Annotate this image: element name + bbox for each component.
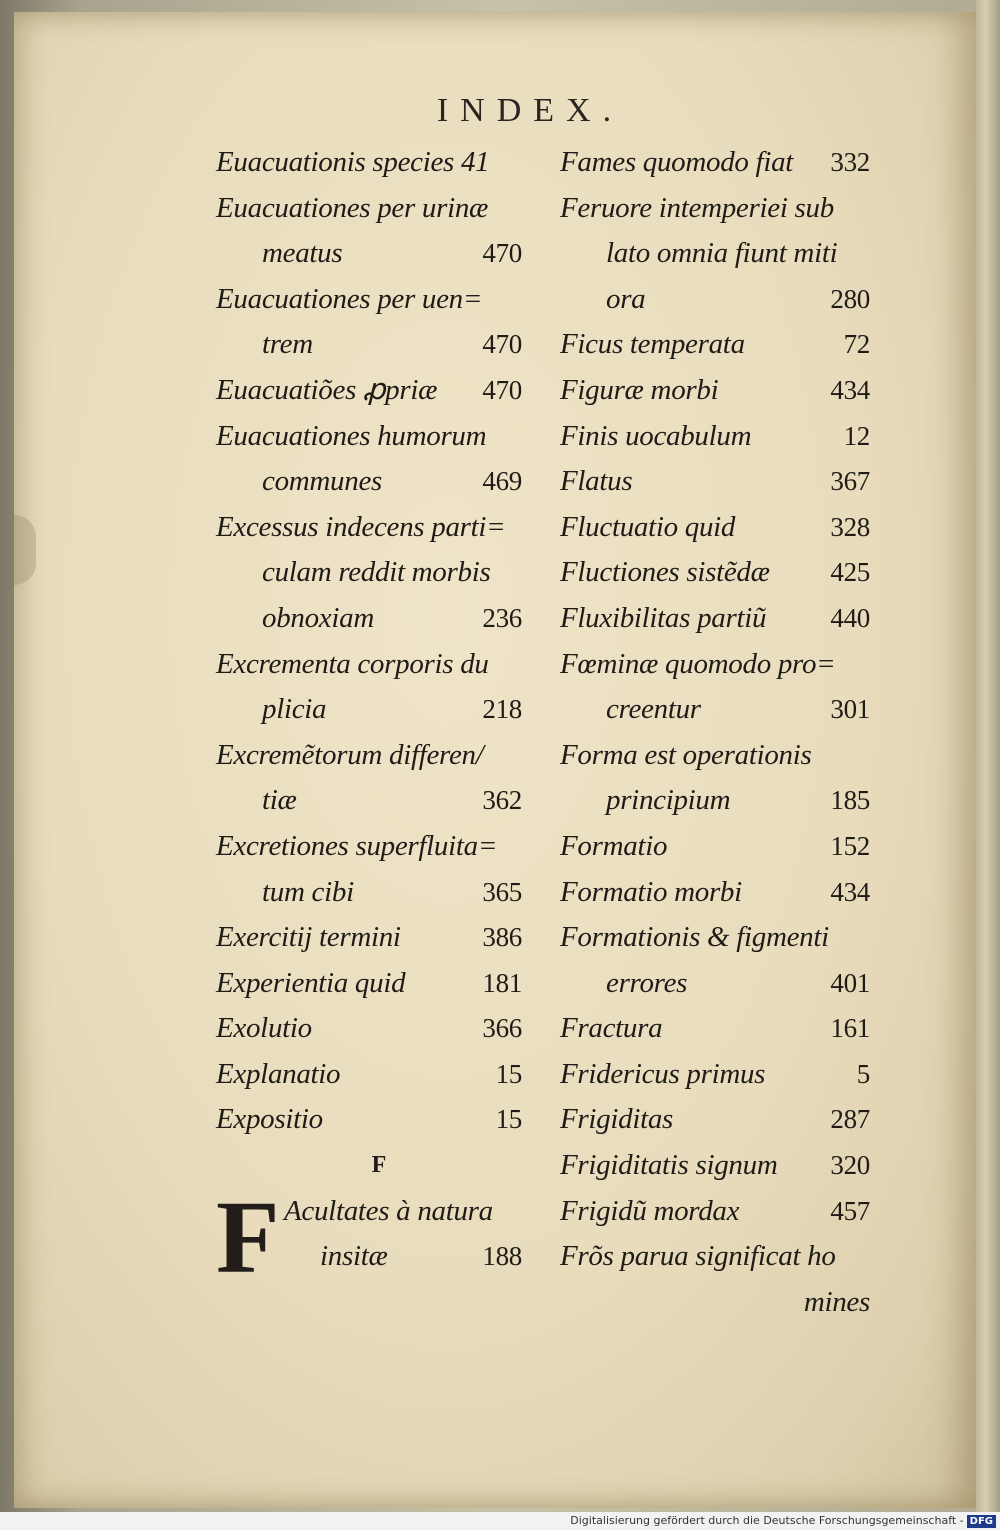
index-entry-text: Euacuatiões ꝓpriæ xyxy=(216,373,438,406)
index-page-number: 365 xyxy=(482,876,522,907)
index-entry-text: Experientia quid xyxy=(216,966,406,999)
index-entry xyxy=(560,322,870,368)
index-entry-text: Forma est operationis xyxy=(560,738,812,771)
index-entry-text: Fractura xyxy=(560,1012,663,1045)
page-header: INDEX. xyxy=(436,92,624,129)
index-page-number: 469 xyxy=(482,466,522,497)
index-entry-text: Exolutio xyxy=(216,1012,312,1045)
index-entry xyxy=(216,505,522,551)
index-entry-text: Frigidũ mordax xyxy=(560,1194,740,1227)
index-entry-text: Explanatio xyxy=(216,1057,341,1090)
index-column-left xyxy=(216,140,522,1295)
index-entry xyxy=(216,642,522,688)
index-page-number: 188 xyxy=(482,1241,522,1272)
footer-credit xyxy=(0,1512,1000,1530)
index-entry xyxy=(560,687,870,733)
index-entry-text: Feruore intemperiei sub xyxy=(560,191,834,224)
index-page-number: 320 xyxy=(830,1150,870,1181)
index-entry xyxy=(560,140,870,186)
index-page-number: 332 xyxy=(830,147,870,177)
index-entry-text: Excretiones superfluita= xyxy=(216,829,498,862)
index-entry-text: Formatio xyxy=(560,829,668,862)
dfg-logo-badge: DFG xyxy=(967,1515,996,1528)
index-entry-text: Euacuationes humorum xyxy=(216,419,487,452)
index-page-number: 185 xyxy=(830,785,870,816)
index-entry-text: Fridericus primus xyxy=(560,1057,766,1090)
index-entry xyxy=(216,140,522,186)
index-entry-text: obnoxiam xyxy=(262,601,374,634)
index-entry xyxy=(216,1052,522,1098)
index-entry-text: mines xyxy=(803,1285,870,1318)
index-entry-text: insitæ xyxy=(320,1240,388,1273)
index-entry-text: Excremẽtorum differen/ xyxy=(216,738,484,771)
index-entry-text: Flatus xyxy=(560,465,633,498)
index-entry xyxy=(216,186,522,232)
index-entry xyxy=(560,961,870,1007)
index-entry-text: Figuræ morbi xyxy=(560,373,719,406)
index-page-number: 470 xyxy=(482,329,522,360)
index-entry xyxy=(560,550,870,596)
index-page-number: 218 xyxy=(482,694,522,725)
page-clasp-mark xyxy=(14,515,36,585)
index-page-number: 470 xyxy=(482,374,522,405)
index-entry xyxy=(560,1097,870,1143)
index-entry xyxy=(216,733,522,779)
next-page-edge xyxy=(976,0,1000,1512)
footer-text: Digitalisierung gefördert durch die Deutsche Forschungsgemeinschaft - xyxy=(570,1514,964,1527)
index-entry xyxy=(216,870,522,916)
index-entry-text: Fluctiones sistẽdæ xyxy=(560,556,770,589)
index-page-number: 12 xyxy=(843,420,870,451)
index-entry-text: Fœminæ quomodo pro= xyxy=(560,647,836,680)
index-entry xyxy=(216,459,522,505)
index-entry xyxy=(216,778,522,824)
index-entry xyxy=(560,870,870,916)
index-entry-text: Frigiditas xyxy=(560,1103,674,1136)
index-entry-text: errores xyxy=(606,966,688,999)
index-entry-text: culam reddit morbis xyxy=(262,556,491,589)
index-entry xyxy=(216,414,522,460)
index-entry xyxy=(216,961,522,1007)
index-entry xyxy=(560,186,870,232)
index-entry xyxy=(216,824,522,870)
index-page-number: 287 xyxy=(830,1104,870,1135)
index-entry-text: meatus xyxy=(262,237,343,270)
index-page-number: 152 xyxy=(830,830,870,861)
index-entry-text: Euacuationes per uen= xyxy=(216,282,483,315)
index-entry xyxy=(560,733,870,779)
index-entry xyxy=(216,1097,522,1143)
index-entry xyxy=(560,1280,870,1326)
index-entry-text: Formatio morbi xyxy=(560,875,742,908)
index-entry xyxy=(216,596,522,642)
index-entry-text: Expositio xyxy=(216,1103,323,1136)
index-entry xyxy=(560,1234,870,1280)
index-page-number: 161 xyxy=(830,1013,870,1044)
index-entry-text: principium xyxy=(606,784,731,817)
index-entry xyxy=(560,596,870,642)
index-entry xyxy=(216,687,522,733)
index-page-number: 367 xyxy=(830,466,870,497)
index-entry-text: ora xyxy=(606,282,646,315)
index-entry-text: Acultates à natura xyxy=(284,1194,493,1227)
index-entry-text: Finis uocabulum xyxy=(560,419,752,452)
index-page-number: 15 xyxy=(495,1104,522,1135)
index-entry xyxy=(216,277,522,323)
index-entry-text: tiæ xyxy=(262,784,297,817)
index-page-number: 5 xyxy=(856,1058,870,1089)
index-page-number: 72 xyxy=(843,329,870,360)
index-page-number: 470 xyxy=(482,238,522,269)
index-entry xyxy=(216,1006,522,1052)
index-entry xyxy=(560,642,870,688)
index-entry xyxy=(216,550,522,596)
index-entry xyxy=(560,1189,870,1235)
index-page-number: 425 xyxy=(830,557,870,588)
index-entry xyxy=(216,368,522,414)
index-column-right xyxy=(560,140,870,1325)
index-page-number: 434 xyxy=(830,374,870,405)
section-letter: F xyxy=(371,1152,387,1179)
index-page-number: 362 xyxy=(482,785,522,816)
index-entry-text: Exercitij termini xyxy=(216,921,401,954)
index-page-number: 434 xyxy=(830,876,870,907)
index-entry xyxy=(560,231,870,277)
index-entry-text: plicia xyxy=(262,693,327,726)
index-page-number: 301 xyxy=(830,694,870,725)
index-entry-text: lato omnia fiunt miti xyxy=(606,237,838,270)
index-entry xyxy=(216,915,522,961)
index-entry xyxy=(560,1143,870,1189)
index-entry xyxy=(560,414,870,460)
index-entry-text: Euacuationis species 41 xyxy=(216,146,490,178)
index-entry xyxy=(560,459,870,505)
index-entry xyxy=(560,277,870,323)
index-entry-text: Excessus indecens parti= xyxy=(216,510,506,543)
index-entry-text: trem xyxy=(262,328,313,361)
index-entry-text: Frõs parua significat ho xyxy=(560,1240,836,1273)
index-page-number: 386 xyxy=(482,922,522,953)
index-page-number: 401 xyxy=(830,967,870,998)
index-entry-text: Ficus temperata xyxy=(560,328,745,361)
index-entry-text: Excrementa corporis du xyxy=(216,647,489,680)
index-entry-text: Fames quomodo fiat xyxy=(560,146,794,178)
index-entry xyxy=(216,231,522,277)
index-entry-text: Formationis & figmenti xyxy=(560,921,829,954)
index-entry xyxy=(560,824,870,870)
index-entry-text: Fluctuatio quid xyxy=(560,510,736,543)
index-entry-text: Fluxibilitas partiũ xyxy=(560,601,767,634)
index-page-number: 457 xyxy=(830,1195,870,1226)
index-page-number: 366 xyxy=(482,1013,522,1044)
index-entry-text: communes xyxy=(262,465,383,498)
index-page-number: 440 xyxy=(830,602,870,633)
dropcap-initial: F xyxy=(216,1179,280,1295)
index-entry-text: Frigiditatis signum xyxy=(560,1149,778,1182)
index-entry xyxy=(216,322,522,368)
index-page-number: 236 xyxy=(482,602,522,633)
index-entry xyxy=(216,1234,522,1280)
index-entry xyxy=(560,368,870,414)
index-entry xyxy=(560,505,870,551)
index-entry xyxy=(560,915,870,961)
index-entry-text: creentur xyxy=(606,693,701,726)
index-entry xyxy=(560,1006,870,1052)
index-entry xyxy=(560,1052,870,1098)
index-entry-text: tum cibi xyxy=(262,875,354,908)
index-entry xyxy=(560,778,870,824)
index-page-number: 280 xyxy=(830,283,870,314)
dropcap-entry xyxy=(216,1179,522,1295)
index-page-number: 15 xyxy=(495,1058,522,1089)
index-page-number: 328 xyxy=(830,511,870,542)
index-entry-text: Euacuationes per urinæ xyxy=(216,191,489,224)
index-page-number: 181 xyxy=(482,967,522,998)
